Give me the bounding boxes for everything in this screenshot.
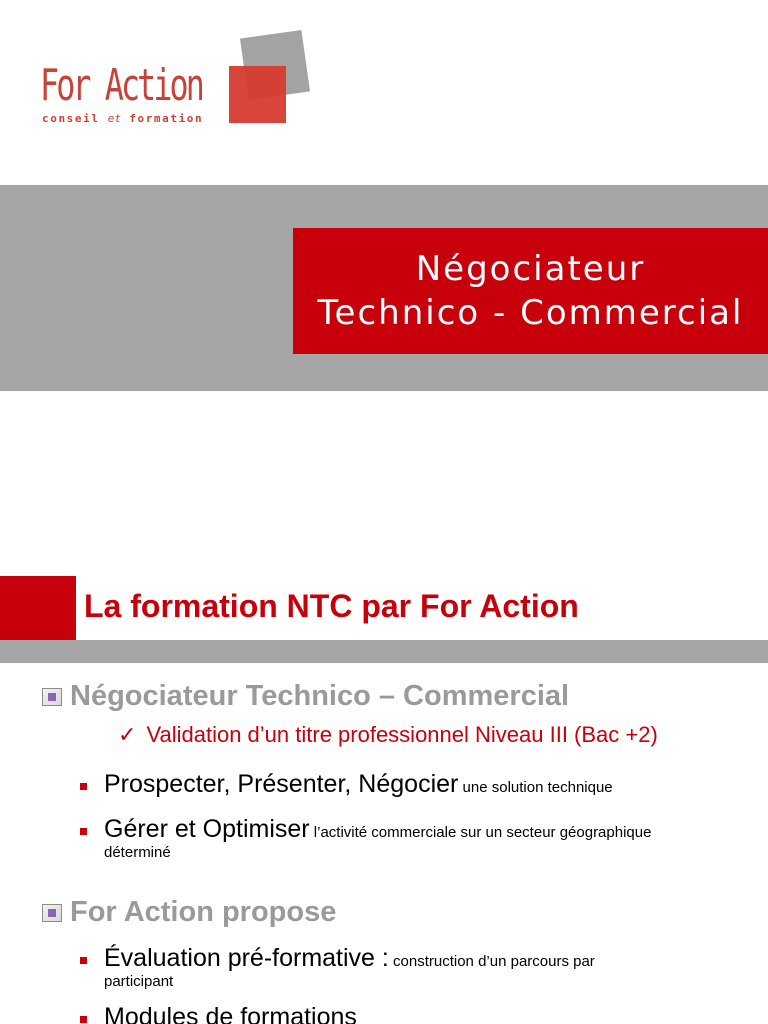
for-action-logo bbox=[40, 28, 320, 128]
bullet-main-text: Prospecter, Présenter, Négocier bbox=[104, 770, 459, 798]
bullet-main-text: Évaluation pré-formative : bbox=[104, 944, 389, 972]
slide-bullet-icon bbox=[42, 688, 62, 706]
section-heading-propose bbox=[42, 896, 336, 929]
bullet-square-icon bbox=[80, 957, 87, 964]
bullet-square-icon bbox=[80, 1016, 87, 1023]
bullet-main-text: Modules de formations bbox=[104, 1003, 357, 1024]
title-line-1: Négociateur bbox=[415, 249, 646, 289]
slide-bullet-icon bbox=[42, 904, 62, 922]
bullet-item bbox=[80, 770, 730, 799]
bullet-detail-text: l’activité commerciale sur un secteur géographique bbox=[309, 824, 652, 841]
logo-tagline-part2: formation bbox=[121, 112, 204, 125]
bullet-continuation-text: déterminé bbox=[104, 844, 171, 861]
validation-line bbox=[118, 722, 658, 748]
slide-header-rule bbox=[0, 640, 768, 663]
bullet-square-icon bbox=[80, 783, 87, 790]
bullet-detail-text: construction d’un parcours par bbox=[388, 953, 595, 970]
section-heading-propose-text: For Action propose bbox=[70, 896, 337, 928]
bullet-square-icon bbox=[80, 828, 87, 835]
title-box bbox=[293, 228, 768, 354]
bullet-item bbox=[80, 1003, 730, 1024]
validation-text: Validation d’un titre professionnel Niveau III (Bac +2) bbox=[146, 722, 658, 747]
logo-name: For Action bbox=[40, 60, 202, 111]
bullet-main-text: Gérer et Optimiser bbox=[104, 815, 310, 843]
slide-header-accent bbox=[0, 576, 76, 640]
logo-tagline bbox=[42, 112, 203, 125]
logo-red-square bbox=[229, 66, 286, 123]
bullet-continuation-text: participant bbox=[104, 973, 174, 990]
bullet-detail-text: une solution technique bbox=[458, 779, 613, 796]
logo-tagline-et: et bbox=[107, 112, 122, 125]
title-line-2: Technico - Commercial bbox=[317, 293, 744, 333]
slide-title: La formation NTC par For Action bbox=[84, 588, 579, 624]
section-heading-ntc bbox=[42, 680, 569, 713]
logo-tagline-part1: conseil bbox=[42, 112, 108, 125]
bullet-item bbox=[80, 815, 730, 862]
bullet-item bbox=[80, 944, 730, 991]
checkmark-icon: ✓ bbox=[118, 722, 137, 747]
section-heading-ntc-text: Négociateur Technico – Commercial bbox=[70, 680, 570, 712]
